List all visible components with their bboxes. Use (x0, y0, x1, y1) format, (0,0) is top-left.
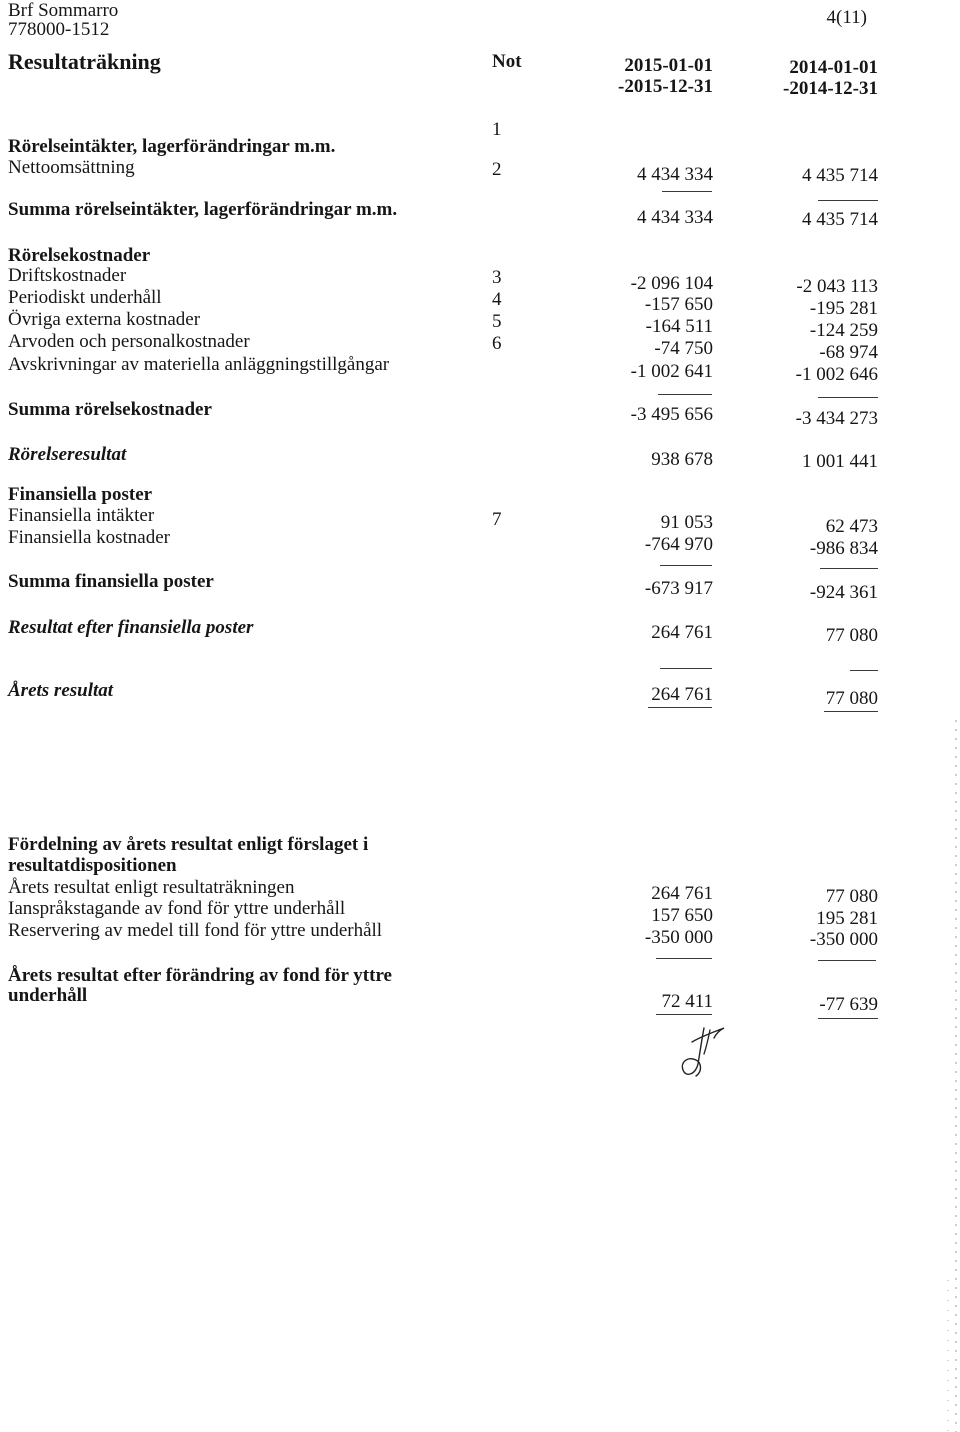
row-label: Reservering av medel till fond för yttre underhåll (8, 920, 383, 941)
row-note: 3 (492, 267, 502, 288)
sum-rule (656, 958, 712, 959)
row-value-previous: -986 834 (809, 538, 878, 559)
row-note: 5 (492, 311, 502, 332)
sum-rule (662, 191, 712, 192)
operating-expenses-total-current: -3 495 656 (630, 404, 713, 425)
sum-rule (820, 568, 878, 569)
row-label: Ianspråkstagande av fond för yttre underhåll (8, 898, 346, 919)
appropriation-heading-line1: Fördelning av årets resultat enligt förslaget i (8, 834, 369, 855)
row-note: 6 (492, 333, 502, 354)
row-note: 2 (492, 159, 502, 180)
appropriation-total-previous: -77 639 (819, 994, 878, 1015)
row-label: Driftskostnader (8, 265, 127, 286)
appropriation-total-label-line2: underhåll (8, 985, 88, 1006)
row-value-current: -164 511 (645, 316, 713, 337)
row-value-previous: 77 080 (825, 886, 878, 907)
row-value-current: 264 761 (651, 883, 713, 904)
appropriation-heading-line2: resultatdispositionen (8, 855, 177, 876)
sum-rule (818, 960, 876, 961)
result-after-financial-label: Resultat efter finansiella poster (8, 617, 254, 638)
row-value-previous: -195 281 (809, 298, 878, 319)
total-underline (824, 711, 878, 712)
financial-total-previous: -924 361 (809, 582, 878, 603)
total-underline (818, 1018, 878, 1019)
period-previous-from: 2014-01-01 (789, 57, 878, 78)
row-label: Nettoomsättning (8, 157, 135, 178)
row-label: Arvoden och personalkostnader (8, 331, 250, 352)
result-after-financial-current: 264 761 (651, 622, 713, 643)
total-underline (648, 707, 712, 708)
row-value-previous: -350 000 (809, 929, 878, 950)
period-previous-to: -2014-12-31 (783, 78, 878, 99)
sum-rule (660, 668, 712, 669)
section-note: 1 (492, 119, 502, 140)
operating-income-heading: Rörelseintäkter, lagerförändringar m.m. (8, 136, 336, 157)
row-note: 7 (492, 509, 502, 530)
operating-result-previous: 1 001 441 (802, 451, 878, 472)
org-name: Brf Sommarro (8, 0, 119, 21)
financial-total-label: Summa finansiella poster (8, 571, 214, 592)
row-value-previous: -1 002 646 (795, 364, 878, 385)
row-value-previous: -68 974 (819, 342, 878, 363)
row-label: Finansiella kostnader (8, 527, 170, 548)
org-number: 778000-1512 (8, 19, 110, 40)
row-note: 4 (492, 289, 502, 310)
note-column-header: Not (492, 51, 522, 72)
statement-title: Resultaträkning (8, 49, 161, 74)
sum-rule (660, 565, 712, 566)
row-value-current: -350 000 (644, 927, 713, 948)
row-value-current: -2 096 104 (630, 273, 713, 294)
row-value-current: -764 970 (644, 534, 713, 555)
net-result-current: 264 761 (651, 684, 713, 705)
row-value-current: 157 650 (651, 905, 713, 926)
row-value-previous: 62 473 (825, 516, 878, 537)
row-value-current: 4 434 334 (637, 164, 713, 185)
row-label: Avskrivningar av materiella anläggningstillgångar (8, 354, 390, 375)
appropriation-total-label-line1: Årets resultat efter förändring av fond för yttre (8, 965, 392, 986)
sum-rule (818, 397, 878, 398)
sum-rule (818, 200, 878, 201)
period-current-from: 2015-01-01 (624, 55, 713, 76)
row-value-current: -74 750 (654, 338, 713, 359)
row-value-current: 91 053 (660, 512, 713, 533)
net-result-previous: 77 080 (825, 688, 878, 709)
sum-rule (850, 670, 878, 671)
operating-result-current: 938 678 (651, 449, 713, 470)
period-current-to: -2015-12-31 (618, 76, 713, 97)
operating-expenses-heading: Rörelsekostnader (8, 245, 151, 266)
financial-heading: Finansiella poster (8, 484, 153, 505)
total-underline (656, 1014, 712, 1015)
sum-rule (658, 394, 712, 395)
net-result-label: Årets resultat (8, 680, 114, 701)
financial-total-current: -673 917 (644, 578, 713, 599)
appropriation-total-current: 72 411 (661, 991, 713, 1012)
operating-income-total-label: Summa rörelseintäkter, lagerförändringar m.m. (8, 199, 398, 220)
row-label: Årets resultat enligt resultaträkningen (8, 877, 295, 898)
operating-expenses-total-previous: -3 434 273 (795, 408, 878, 429)
page-number: 4(11) (826, 7, 867, 28)
row-value-previous: 195 281 (816, 908, 878, 929)
operating-income-total-previous: 4 435 714 (802, 209, 878, 230)
signature (674, 1022, 728, 1080)
row-value-current: -1 002 641 (630, 361, 713, 382)
row-label: Övriga externa kostnader (8, 309, 201, 330)
result-after-financial-previous: 77 080 (825, 625, 878, 646)
row-value-previous: 4 435 714 (802, 165, 878, 186)
row-label: Finansiella intäkter (8, 505, 155, 526)
scan-edge-artifact (944, 720, 960, 1432)
row-value-previous: -2 043 113 (796, 276, 878, 297)
row-value-previous: -124 259 (809, 320, 878, 341)
row-value-current: -157 650 (644, 294, 713, 315)
row-label: Periodiskt underhåll (8, 287, 162, 308)
operating-expenses-total-label: Summa rörelsekostnader (8, 399, 212, 420)
operating-result-label: Rörelseresultat (8, 444, 127, 465)
operating-income-total-current: 4 434 334 (637, 207, 713, 228)
